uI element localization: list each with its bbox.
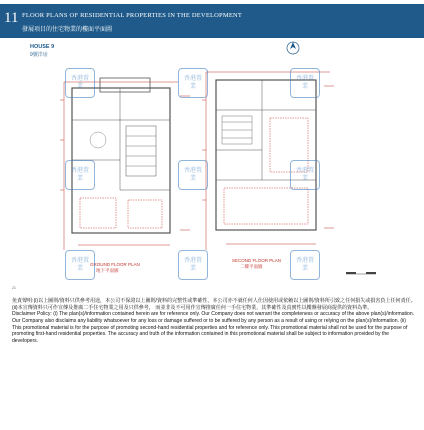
watermark-logo: 香港置業 (65, 160, 95, 190)
disclaimer (12, 298, 416, 345)
page-number: 21 (12, 286, 16, 290)
disclaimer-zh: 免責聲明:(i)以上圖則/資料只供參考用途，本公司不保證以上圖則/資料的完整性或準確性，本公司亦不就任何人仕因使用或依賴以上圖則/資料所引致之任何損失或損害負上任何責任。(ii)本宣傳資料只可作宣傳及推廣二手住宅物業之用及只供參考， 而並非及不可用作宣傳推廣任何一手住宅物業，其準確性及真實性以樓盤發展商提供的資料為準。 (12, 298, 416, 311)
ground-plan-caption-zh: 地下平面圖 (96, 268, 119, 273)
section-title-zh: 發展項目的住宅物業的樓面平面圖 (22, 27, 113, 33)
watermark-logo: 香港置業 (178, 68, 208, 98)
watermark-logo: 香港置業 (65, 250, 95, 280)
ground-plan-caption-en: GROUND FLOOR PLAN (90, 262, 140, 267)
second-plan-caption-en: SECOND FLOOR PLAN (232, 258, 282, 263)
watermark-logo: 香港置業 (178, 160, 208, 190)
section-number: 11 (4, 10, 19, 26)
watermark-logo: 香港置業 (178, 250, 208, 280)
north-arrow-icon (287, 42, 299, 54)
watermark-logo: 香港置業 (290, 250, 320, 280)
house-name-zh: 9號洋房 (30, 52, 48, 58)
section-title-en: FLOOR PLANS OF RESIDENTIAL PROPERTIES IN THE DEVELOPMENT (22, 12, 243, 19)
second-plan-caption-zh: 二樓平面圖 (240, 264, 263, 269)
watermark-logo: 香港置業 (290, 68, 320, 98)
house-name-en: HOUSE 9 (30, 44, 55, 50)
watermark-logo: 香港置業 (290, 160, 320, 190)
watermark-logo: 香港置業 (65, 68, 95, 98)
scale-bar (346, 272, 376, 274)
disclaimer-en: Disclaimer Policy: (i) The plan(s)/information contained herein are for reference only. Our Company does not warrant the completeness or accuracy of the above plan(s)/information. Our Company also disclaims any liability whatsoever for any loss or damage suffered or to be suffered by any person as a result of using or relying on the plan(s)/information. (ii) This promotional material is for the purpose of promoting second-hand residential properties and for reference only. This promotional material shall not be used for the purpose of promoting first-hand residential properties. The accuracy and truth of the information contained in this promotional material shall be subject to information provided by the developers. (12, 311, 415, 344)
